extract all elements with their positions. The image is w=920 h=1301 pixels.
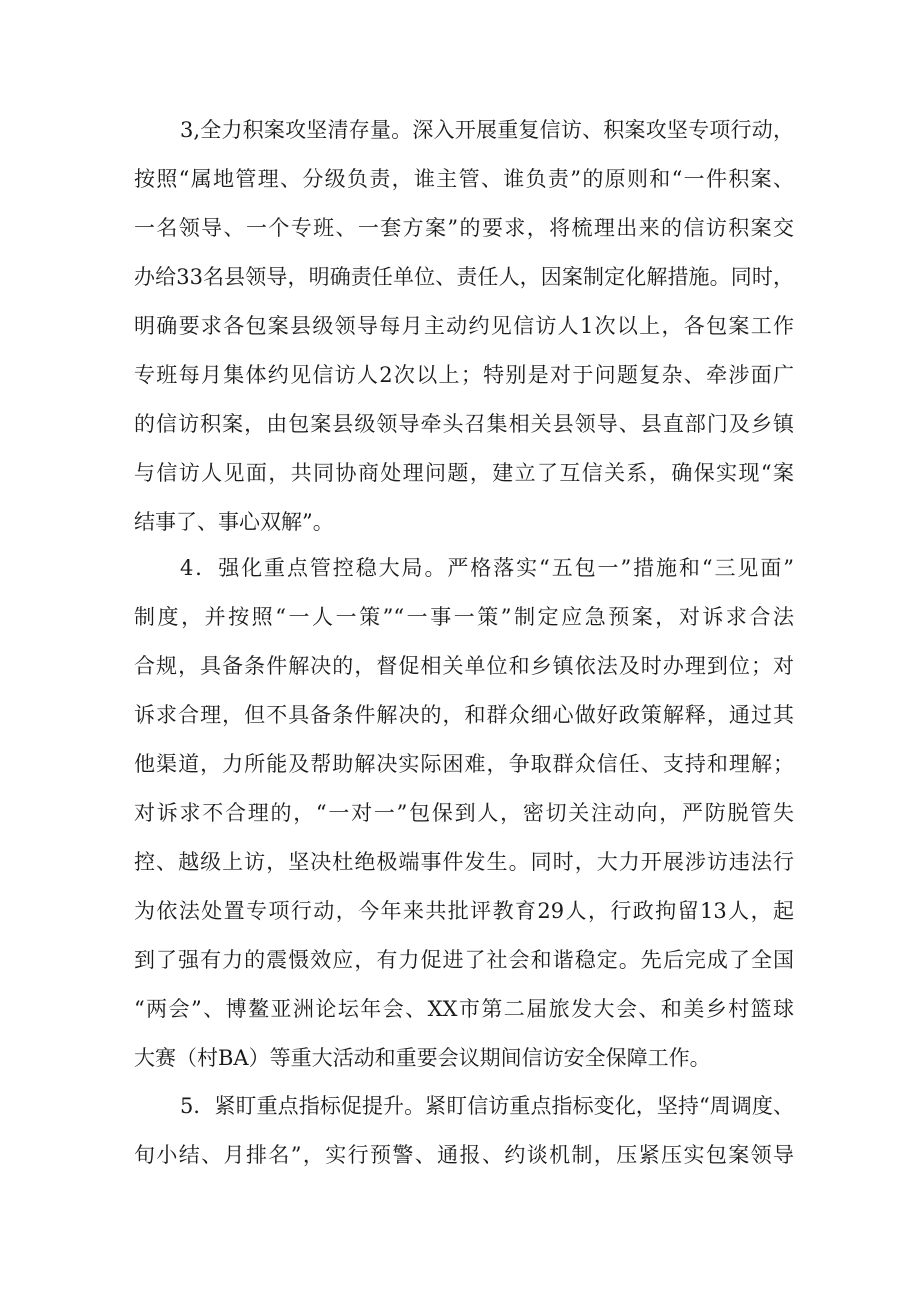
paragraph-line: “两会”、博鳌亚洲论坛年会、XX市第二届旅发大会、和美乡村篮球 bbox=[134, 997, 794, 1021]
paragraph-5-key-indicators bbox=[134, 1092, 794, 1190]
paragraph-line: 的信访积案，由包案县级领导牵头召集相关县领导、县直部门及乡镇 bbox=[134, 412, 794, 436]
paragraph-line: 诉求合理，但不具备条件解决的，和群众细心做好政策解释，通过其 bbox=[134, 703, 794, 727]
paragraph-line: 一名领导、一个专班、一套方案”的要求，将梳理出来的信访积案交 bbox=[134, 216, 794, 240]
paragraph-3-backlog-cases bbox=[134, 116, 794, 557]
paragraph-line: 为依法处置专项行动，今年来共批评教育29人，行政拘留13人，起 bbox=[134, 899, 794, 923]
paragraph-line: 合规，具备条件解决的，督促相关单位和乡镇依法及时办理到位；对 bbox=[134, 654, 794, 678]
paragraph-line: 4．强化重点管控稳大局。严格落实“五包一”措施和“三见面” bbox=[180, 556, 794, 580]
paragraph-line: 他渠道，力所能及帮助解决实际困难，争取群众信任、支持和理解； bbox=[134, 752, 794, 776]
paragraph-4-key-control bbox=[134, 554, 794, 1093]
paragraph-line: 大赛（村BA）等重大活动和重要会议期间信访安全保障工作。 bbox=[134, 1046, 711, 1070]
paragraph-line: 5．紧盯重点指标促提升。紧盯信访重点指标变化，坚持“周调度、 bbox=[180, 1094, 794, 1118]
paragraph-line: 按照“属地管理、分级负责，谁主管、谁负责”的原则和“一件积案、 bbox=[134, 167, 794, 191]
paragraph-line: 与信访人见面，共同协商处理问题，建立了互信关系，确保实现“案 bbox=[134, 461, 794, 485]
paragraph-line: 对诉求不合理的，“一对一”包保到人，密切关注动向，严防脱管失 bbox=[134, 801, 794, 825]
paragraph-line: 到了强有力的震慑效应，有力促进了社会和谐稳定。先后完成了全国 bbox=[134, 948, 794, 972]
paragraph-line: 办给33名县领导，明确责任单位、责任人，因案制定化解措施。同时， bbox=[134, 265, 794, 289]
paragraph-line: 3,全力积案攻坚清存量。深入开展重复信访、积案攻坚专项行动， bbox=[180, 118, 794, 142]
paragraph-line: 控、越级上访，坚决杜绝极端事件发生。同时，大力开展涉访违法行 bbox=[134, 850, 794, 874]
paragraph-line: 专班每月集体约见信访人2次以上；特别是对于问题复杂、牵涉面广 bbox=[134, 363, 794, 387]
paragraph-line: 旬小结、月排名”，实行预警、通报、约谈机制，压紧压实包案领导 bbox=[134, 1143, 794, 1167]
paragraph-line: 制度，并按照“一人一策”“一事一策”制定应急预案，对诉求合法 bbox=[134, 605, 794, 629]
paragraph-line: 明确要求各包案县级领导每月主动约见信访人1次以上，各包案工作 bbox=[134, 314, 794, 338]
paragraph-line: 结事了、事心双解”。 bbox=[134, 510, 334, 534]
